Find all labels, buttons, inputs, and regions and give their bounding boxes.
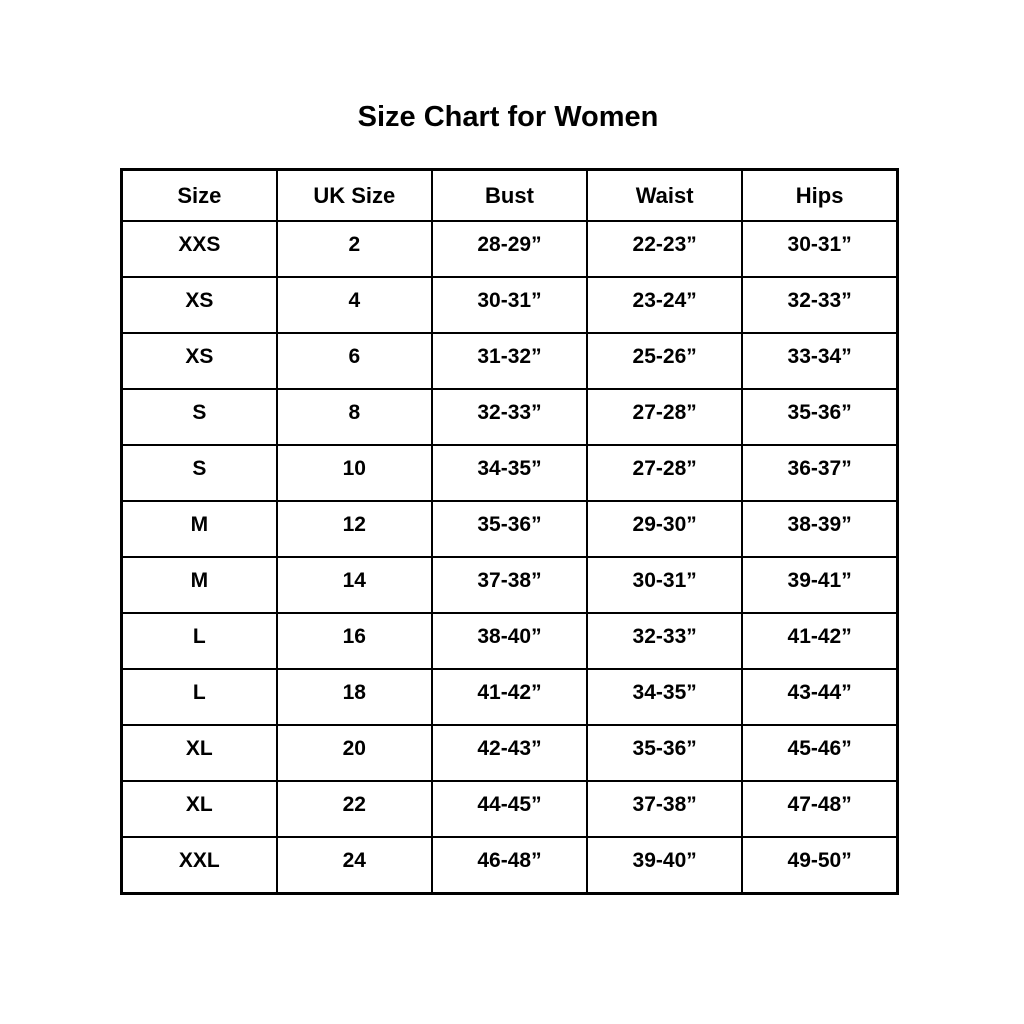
table-cell: 41-42”: [742, 613, 897, 669]
table-cell: 25-26”: [587, 333, 742, 389]
table-cell: L: [122, 669, 277, 725]
table-cell: S: [122, 445, 277, 501]
table-cell: XS: [122, 333, 277, 389]
column-header-hips: Hips: [742, 170, 897, 222]
table-row: [122, 725, 898, 781]
table-cell: 35-36”: [742, 389, 897, 445]
table-cell: 20: [277, 725, 432, 781]
table-row: [122, 501, 898, 557]
table-cell: 6: [277, 333, 432, 389]
table-cell: 49-50”: [742, 837, 897, 894]
table-cell: 12: [277, 501, 432, 557]
table-cell: 2: [277, 221, 432, 277]
size-chart-table: [120, 168, 899, 895]
table-cell: 30-31”: [587, 557, 742, 613]
table-header: [122, 170, 898, 222]
table-row: [122, 389, 898, 445]
table-cell: 36-37”: [742, 445, 897, 501]
table-cell: 27-28”: [587, 445, 742, 501]
column-header-uk-size: UK Size: [277, 170, 432, 222]
table-cell: L: [122, 613, 277, 669]
table-cell: 39-41”: [742, 557, 897, 613]
table-cell: 8: [277, 389, 432, 445]
header-row: [122, 170, 898, 222]
table-cell: 39-40”: [587, 837, 742, 894]
table-cell: 44-45”: [432, 781, 587, 837]
table-cell: 30-31”: [432, 277, 587, 333]
table-cell: 31-32”: [432, 333, 587, 389]
table-row: [122, 557, 898, 613]
table-cell: 37-38”: [432, 557, 587, 613]
table-cell: 37-38”: [587, 781, 742, 837]
table-cell: 32-33”: [587, 613, 742, 669]
column-header-bust: Bust: [432, 170, 587, 222]
table-row: [122, 837, 898, 894]
table-cell: XL: [122, 725, 277, 781]
table-cell: 33-34”: [742, 333, 897, 389]
table-cell: 24: [277, 837, 432, 894]
table-row: [122, 333, 898, 389]
table-cell: 45-46”: [742, 725, 897, 781]
table-cell: M: [122, 501, 277, 557]
table-cell: 22: [277, 781, 432, 837]
table-cell: 28-29”: [432, 221, 587, 277]
table-cell: 29-30”: [587, 501, 742, 557]
page-title: Size Chart for Women: [357, 101, 659, 133]
table-row: [122, 277, 898, 333]
table-cell: 18: [277, 669, 432, 725]
table-cell: 4: [277, 277, 432, 333]
column-header-waist: Waist: [587, 170, 742, 222]
column-header-size: Size: [122, 170, 277, 222]
table-cell: 22-23”: [587, 221, 742, 277]
table-cell: 35-36”: [432, 501, 587, 557]
table-row: [122, 669, 898, 725]
table-cell: XL: [122, 781, 277, 837]
table-cell: XXS: [122, 221, 277, 277]
table-cell: 27-28”: [587, 389, 742, 445]
table-cell: 34-35”: [432, 445, 587, 501]
table-cell: 38-39”: [742, 501, 897, 557]
table-row: [122, 221, 898, 277]
table-cell: 38-40”: [432, 613, 587, 669]
table-body: [122, 221, 898, 894]
table-row: [122, 445, 898, 501]
table-row: [122, 781, 898, 837]
table-cell: 47-48”: [742, 781, 897, 837]
table-row: [122, 613, 898, 669]
table-cell: 34-35”: [587, 669, 742, 725]
table-cell: 14: [277, 557, 432, 613]
table-cell: 16: [277, 613, 432, 669]
table-cell: XS: [122, 277, 277, 333]
table-cell: S: [122, 389, 277, 445]
table-cell: 46-48”: [432, 837, 587, 894]
table-cell: 42-43”: [432, 725, 587, 781]
table-cell: 35-36”: [587, 725, 742, 781]
table-cell: 32-33”: [432, 389, 587, 445]
table-cell: 30-31”: [742, 221, 897, 277]
table-cell: 23-24”: [587, 277, 742, 333]
table-cell: M: [122, 557, 277, 613]
table-cell: 43-44”: [742, 669, 897, 725]
table-cell: 10: [277, 445, 432, 501]
table-cell: XXL: [122, 837, 277, 894]
table-cell: 32-33”: [742, 277, 897, 333]
table-cell: 41-42”: [432, 669, 587, 725]
